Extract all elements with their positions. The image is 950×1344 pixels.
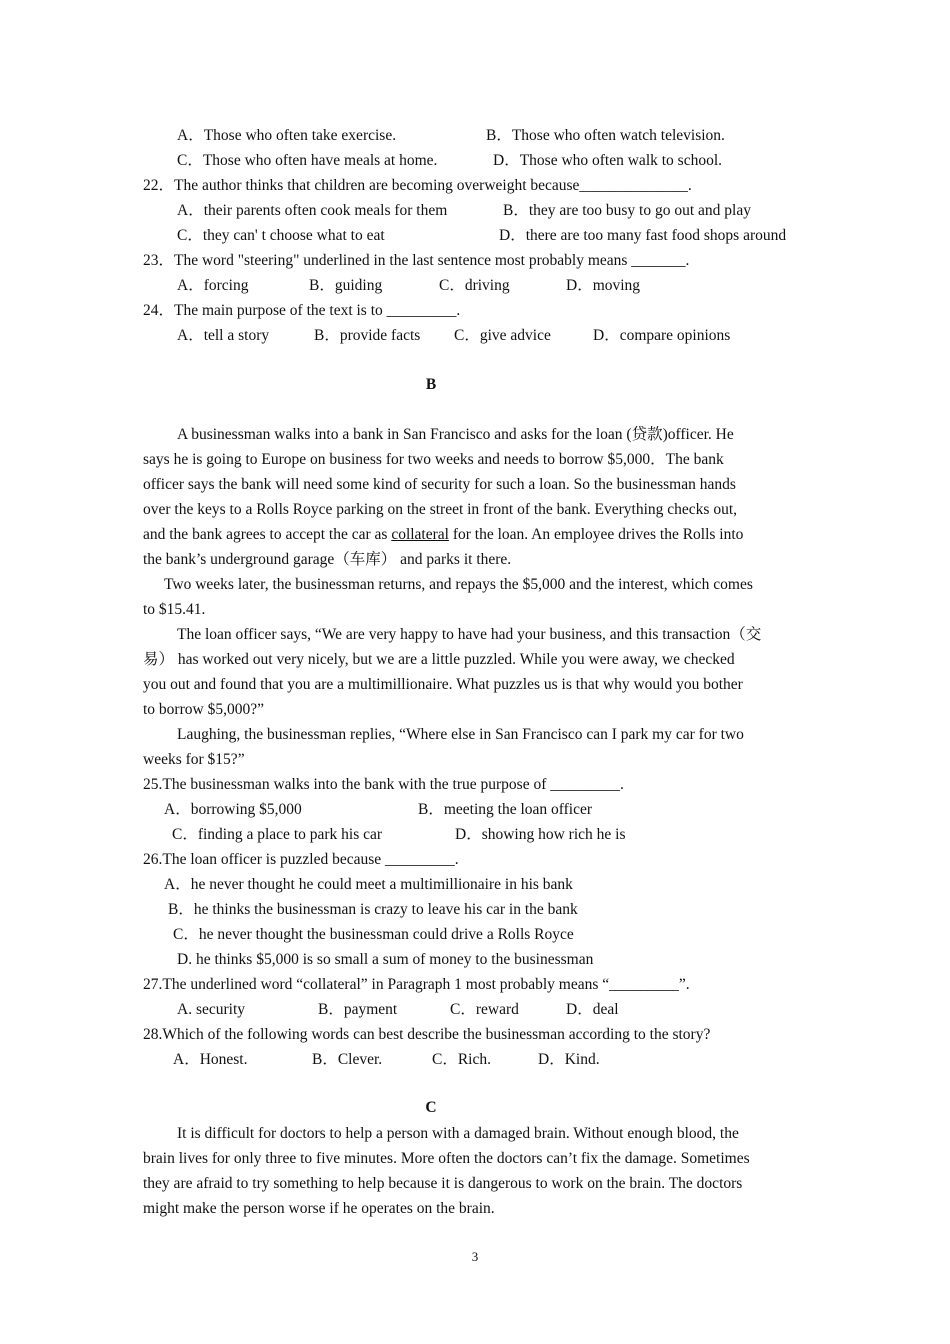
passage-b-p1-line1: A businessman walks into a bank in San Francisco and asks for the loan (贷款)officer. He — [177, 426, 734, 443]
passage-b-p3-line3: you out and found that you are a multimillionaire. What puzzles us is that why would you bother — [143, 676, 743, 693]
passage-c-line1: It is difficult for doctors to help a person with a damaged brain. Without enough blood, the — [177, 1125, 739, 1142]
q26-option-a: A．he never thought he could meet a multimillionaire in his bank — [164, 876, 573, 893]
q24-option-a: A．tell a story — [177, 327, 270, 344]
q28-option-a: A．Honest. — [173, 1051, 248, 1068]
q21-option-b: B．Those who often watch television. — [486, 127, 725, 144]
q28-option-b: B．Clever. — [312, 1051, 383, 1068]
q24-option-d: D．compare opinions — [593, 327, 731, 344]
q22-option-c: C．they can' t choose what to eat — [177, 227, 385, 244]
q21-option-c: C．Those who often have meals at home. — [177, 152, 438, 169]
q22-option-b: B．they are too busy to go out and play — [503, 202, 751, 219]
passage-b-p3-line1: The loan officer says, “We are very happy to have had your business, and this transaction（交 — [177, 626, 762, 643]
q25-option-a: A．borrowing $5,000 — [164, 801, 302, 818]
passage-c-line3: they are afraid to try something to help because it is dangerous to work on the brain. The doctors — [143, 1175, 743, 1192]
q25-option-d: D．showing how rich he is — [455, 826, 626, 843]
line5-text-before: and the bank agrees to accept the car as — [143, 526, 392, 543]
section-b-heading: B — [425, 376, 437, 393]
collateral-underlined-word: collateral — [391, 526, 449, 543]
q23-option-a: A．forcing — [177, 277, 249, 294]
q27-option-d: D．deal — [566, 1001, 619, 1018]
q21-option-d: D．Those who often walk to school. — [493, 152, 723, 169]
passage-b-p4-line2: weeks for $15?” — [143, 751, 245, 768]
q24-option-c: C．give advice — [454, 327, 551, 344]
q28-option-c: C．Rich. — [432, 1051, 491, 1068]
passage-b-p1-line4: over the keys to a Rolls Royce parking on the street in front of the bank. Everything checks out, — [143, 501, 738, 518]
line5-text-after: for the loan. An employee drives the Rolls into — [448, 526, 744, 543]
q25-option-c: C．finding a place to park his car — [172, 826, 383, 843]
q25-stem: 25.The businessman walks into the bank with the true purpose of _________. — [143, 776, 624, 793]
passage-b-p1-line2: says he is going to Europe on business for two weeks and needs to borrow $5,000．The bank — [143, 451, 724, 468]
passage-b-p3-line4: to borrow $5,000?” — [143, 701, 264, 718]
q25-option-b: B．meeting the loan officer — [418, 801, 593, 818]
passage-b-p1-line5 — [143, 525, 743, 545]
q22-option-d: D．there are too many fast food shops around — [499, 227, 787, 244]
q28-stem: 28.Which of the following words can best describe the businessman according to the story? — [143, 1026, 711, 1043]
section-c-heading: C — [425, 1099, 437, 1116]
passage-c-line2: brain lives for only three to five minutes. More often the doctors can’t fix the damage. Sometimes — [143, 1150, 750, 1167]
q26-option-b: B．he thinks the businessman is crazy to leave his car in the bank — [168, 901, 578, 918]
page-number: 3 — [471, 1249, 479, 1264]
q23-option-c: C．driving — [439, 277, 510, 294]
q24-option-b: B．provide facts — [314, 327, 421, 344]
q24-stem: 24．The main purpose of the text is to _________. — [143, 302, 461, 319]
passage-c-line4: might make the person worse if he operates on the brain. — [143, 1200, 495, 1217]
q22-option-a: A．their parents often cook meals for them — [177, 202, 448, 219]
q23-stem: 23．The word "steering" underlined in the last sentence most probably means _______. — [143, 252, 690, 269]
passage-b-p1-line3: officer says the bank will need some kind of security for such a loan. So the businessman hands — [143, 476, 736, 493]
q26-option-c: C．he never thought the businessman could drive a Rolls Royce — [173, 926, 574, 943]
passage-b-p4-line1: Laughing, the businessman replies, “Where else in San Francisco can I park my car for two — [177, 726, 744, 743]
q21-option-a: A．Those who often take exercise. — [177, 127, 397, 144]
q26-stem: 26.The loan officer is puzzled because _________. — [143, 851, 459, 868]
passage-b-p1-line6: the bank’s underground garage（车库） and parks it there. — [143, 551, 512, 568]
q28-option-d: D．Kind. — [538, 1051, 600, 1068]
q27-option-c: C．reward — [450, 1001, 519, 1018]
q27-option-a: A. security — [177, 1001, 246, 1018]
q27-option-b: B．payment — [318, 1001, 398, 1018]
passage-b-p2-line2: to $15.41. — [143, 601, 206, 618]
q27-stem: 27.The underlined word “collateral” in Paragraph 1 most probably means “_________”. — [143, 976, 690, 993]
passage-b-p2-line1: Two weeks later, the businessman returns, and repays the $5,000 and the interest, which comes — [164, 576, 753, 593]
q26-option-d: D. he thinks $5,000 is so small a sum of money to the businessman — [177, 951, 594, 968]
q22-stem: 22．The author thinks that children are becoming overweight because______________. — [143, 177, 692, 194]
passage-b-p3-line2: 易） has worked out very nicely, but we are a little puzzled. While you were away, we checked — [143, 651, 735, 668]
q23-option-d: D．moving — [566, 277, 641, 294]
q23-option-b: B．guiding — [309, 277, 383, 294]
